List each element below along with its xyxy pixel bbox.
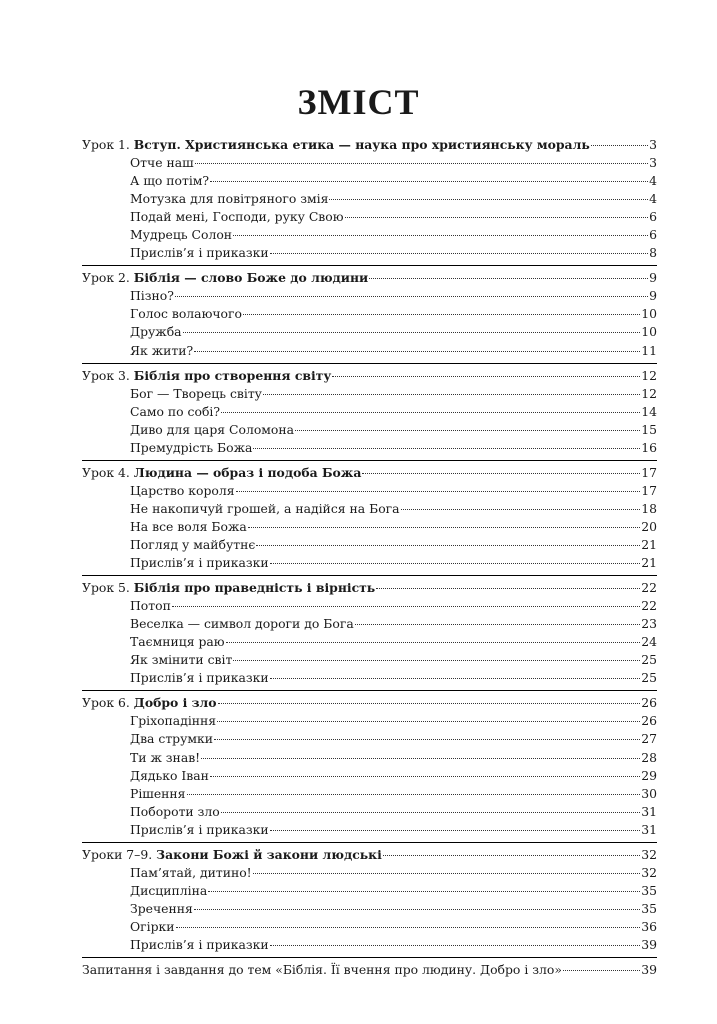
item-label: Зречення	[130, 900, 193, 916]
toc-item-row[interactable]	[82, 597, 657, 615]
page-number: 39	[641, 962, 657, 978]
page-number: 17	[641, 482, 657, 498]
dot-leader	[263, 394, 640, 395]
toc-item-row[interactable]	[82, 669, 657, 687]
section-title: Людина — образ і подоба Божа	[133, 464, 362, 480]
dot-leader	[270, 253, 648, 254]
section-label	[82, 694, 217, 712]
dot-leader	[355, 624, 641, 625]
section-label	[82, 579, 375, 597]
page-number: 16	[641, 439, 657, 455]
item-label: Пам’ятай, дитино!	[130, 864, 252, 880]
section-prefix: Урок 5.	[82, 580, 134, 596]
item-label: Побороти зло	[130, 803, 220, 819]
dot-leader	[270, 945, 641, 946]
page-number: 22	[641, 598, 657, 614]
item-label: Само по собі?	[130, 403, 221, 419]
dot-leader	[187, 794, 641, 795]
section-prefix: Урок 4.	[82, 464, 134, 480]
dot-leader	[376, 588, 640, 589]
section-divider	[82, 363, 657, 364]
section-divider	[82, 575, 657, 576]
dot-leader	[383, 855, 640, 856]
item-label: Дружба	[130, 324, 182, 340]
dot-leader	[194, 351, 640, 352]
toc-item-row[interactable]	[82, 323, 657, 341]
page-number: 21	[641, 555, 657, 571]
item-label: Таємниця раю	[130, 634, 225, 650]
dot-leader	[172, 606, 640, 607]
table-of-contents	[82, 136, 657, 979]
toc-item-row[interactable]	[82, 615, 657, 633]
dot-leader	[201, 758, 640, 759]
item-label: Два струмки	[130, 731, 214, 747]
dot-leader	[332, 376, 640, 377]
item-label: Премудрість Божа	[130, 439, 253, 455]
item-label: Голос волаючого	[130, 306, 242, 322]
toc-item-row[interactable]	[82, 785, 657, 803]
dot-leader	[176, 927, 641, 928]
dot-leader	[195, 163, 648, 164]
dot-leader	[214, 739, 640, 740]
dot-leader	[233, 235, 648, 236]
page-number: 12	[641, 367, 657, 383]
section-divider	[82, 265, 657, 266]
dot-leader	[401, 509, 641, 510]
page-number: 12	[641, 385, 657, 401]
dot-leader	[233, 660, 640, 661]
dot-leader	[362, 473, 640, 474]
toc-item-row[interactable]	[82, 518, 657, 536]
toc-section-row[interactable]	[82, 136, 657, 154]
toc-section-row[interactable]	[82, 579, 657, 597]
page-number: 17	[641, 464, 657, 480]
toc-item-row[interactable]	[82, 633, 657, 651]
page-number: 35	[641, 900, 657, 916]
page-number: 35	[641, 882, 657, 898]
item-label: Гріхопадіння	[130, 713, 217, 729]
section-label	[82, 269, 368, 287]
toc-section-row[interactable]	[82, 846, 657, 864]
page-title: ЗМІСТ	[297, 82, 420, 122]
section-title: Біблія — слово Боже до людини	[133, 270, 369, 286]
page-number: 10	[641, 324, 657, 340]
item-label: Диво для царя Соломона	[130, 421, 295, 437]
item-label: На все воля Божа	[130, 518, 247, 534]
section-divider	[82, 842, 657, 843]
section-title: Закони Божі й закони людські	[156, 846, 382, 862]
toc-section-row[interactable]	[82, 269, 657, 287]
page-number: 4	[649, 173, 657, 189]
toc-item-row[interactable]	[82, 651, 657, 669]
dot-leader	[256, 545, 640, 546]
page-number: 31	[641, 803, 657, 819]
section-prefix: Урок 6.	[82, 695, 134, 711]
section-label	[82, 136, 590, 154]
item-label: Огірки	[130, 918, 175, 934]
item-label: Прислів’я і приказки	[130, 821, 269, 837]
toc-item-row[interactable]	[82, 918, 657, 936]
item-label: Прислів’я і приказки	[130, 936, 269, 952]
page-number: 18	[641, 500, 657, 516]
item-label: А що потім?	[130, 173, 210, 189]
page-number: 30	[641, 785, 657, 801]
item-label: Прислів’я і приказки	[130, 245, 269, 261]
toc-item-row[interactable]	[82, 936, 657, 954]
dot-leader	[210, 181, 648, 182]
toc-item-row[interactable]	[82, 287, 657, 305]
page-number: 23	[641, 616, 657, 632]
page-number: 22	[641, 580, 657, 596]
toc-item-row[interactable]	[82, 730, 657, 748]
item-label: Дисципліна	[130, 882, 208, 898]
dot-leader	[194, 909, 640, 910]
toc-item-row[interactable]	[82, 439, 657, 457]
toc-item-row[interactable]	[82, 172, 657, 190]
toc-item-row[interactable]	[82, 554, 657, 572]
dot-leader	[345, 217, 649, 218]
section-label	[82, 367, 331, 385]
item-label: Не накопичуй грошей, а надійся на Бога	[130, 500, 400, 516]
dot-leader	[270, 563, 641, 564]
section-prefix: Урок 3.	[82, 367, 134, 383]
page-number: 8	[649, 245, 657, 261]
page-number: 6	[649, 209, 657, 225]
page-number: 39	[641, 936, 657, 952]
page-number: 9	[649, 270, 657, 286]
dot-leader	[217, 721, 640, 722]
section-title: Вступ. Християнська етика — наука про християнську мораль	[133, 137, 590, 152]
toc-final-row[interactable]	[82, 961, 657, 979]
section-title: Біблія про створення світу	[133, 367, 332, 383]
toc-item-row[interactable]	[82, 226, 657, 244]
section-label	[82, 464, 361, 482]
item-label: Погляд у майбутнє	[130, 536, 256, 552]
toc-item-row[interactable]	[82, 536, 657, 554]
toc-item-row[interactable]	[82, 712, 657, 730]
item-label: Пізно?	[130, 288, 174, 304]
dot-leader	[253, 448, 640, 449]
item-label: Потоп	[130, 598, 171, 614]
page-number: 25	[641, 670, 657, 686]
item-label: Ти ж знав!	[130, 749, 201, 765]
page-number: 11	[641, 342, 657, 358]
section-divider	[82, 690, 657, 691]
page-number: 3	[649, 137, 657, 152]
toc-item-row[interactable]	[82, 385, 657, 403]
dot-leader	[295, 430, 640, 431]
page-number: 20	[641, 518, 657, 534]
toc-item-row[interactable]	[82, 882, 657, 900]
page-number: 9	[649, 288, 657, 304]
page-number: 4	[649, 191, 657, 207]
page-number: 10	[641, 306, 657, 322]
toc-item-row[interactable]	[82, 500, 657, 518]
dot-leader	[329, 199, 648, 200]
toc-item-row[interactable]	[82, 342, 657, 360]
dot-leader	[270, 830, 641, 831]
toc-item-row[interactable]	[82, 821, 657, 839]
section-divider	[82, 460, 657, 461]
section-prefix: Урок 1.	[82, 137, 134, 152]
dot-leader	[183, 332, 641, 333]
toc-item-row[interactable]	[82, 403, 657, 421]
dot-leader	[591, 145, 648, 146]
toc-section-row[interactable]	[82, 694, 657, 712]
section-title: Біблія про праведність і вірність	[133, 580, 376, 596]
dot-leader	[221, 812, 641, 813]
dot-leader	[253, 873, 641, 874]
dot-leader	[236, 491, 641, 492]
item-label: Як жити?	[130, 342, 194, 358]
dot-leader	[175, 296, 648, 297]
section-prefix: Уроки 7–9.	[82, 846, 157, 862]
section-title: Добро і зло	[133, 695, 217, 711]
item-label: Прислів’я і приказки	[130, 670, 269, 686]
toc-item-row[interactable]	[82, 864, 657, 882]
section-label	[82, 846, 382, 864]
dot-leader	[218, 703, 641, 704]
page-number: 26	[641, 695, 657, 711]
item-label: Прислів’я і приказки	[130, 555, 269, 571]
toc-item-row[interactable]	[82, 208, 657, 226]
dot-leader	[563, 970, 640, 971]
item-label: Мотузка для повітряного змія	[130, 191, 329, 207]
page-number: 21	[641, 536, 657, 552]
toc-section-row[interactable]	[82, 464, 657, 482]
toc-item-row[interactable]	[82, 421, 657, 439]
page-number: 32	[641, 846, 657, 862]
item-label: Отче наш	[130, 155, 194, 171]
toc-item-row[interactable]	[82, 190, 657, 208]
item-label: Рішення	[130, 785, 186, 801]
dot-leader	[226, 642, 641, 643]
page-number: 25	[641, 652, 657, 668]
dot-leader	[210, 776, 640, 777]
item-label: Веселка — символ дороги до Бога	[130, 616, 354, 632]
toc-item-row[interactable]	[82, 305, 657, 323]
page-number: 28	[641, 749, 657, 765]
dot-leader	[270, 678, 641, 679]
toc-section-row[interactable]	[82, 367, 657, 385]
item-label: Мудрець Солон	[130, 227, 233, 243]
dot-leader	[248, 527, 640, 528]
item-label: Як змінити світ	[130, 652, 233, 668]
item-label: Бог — Творець світу	[130, 385, 262, 401]
dot-leader	[208, 891, 640, 892]
dot-leader	[369, 278, 648, 279]
page-number: 31	[641, 821, 657, 837]
item-label: Подай мені, Господи, руку Свою	[130, 209, 344, 225]
toc-item-row[interactable]	[82, 482, 657, 500]
page-number: 15	[641, 421, 657, 437]
toc-item-row[interactable]	[82, 767, 657, 785]
final-label: Запитання і завдання до тем «Біблія. Її вчення про людину. Добро і зло»	[82, 962, 562, 978]
toc-item-row[interactable]	[82, 803, 657, 821]
item-label: Царство короля	[130, 482, 235, 498]
section-divider	[82, 957, 657, 958]
dot-leader	[243, 314, 640, 315]
item-label: Дядько Іван	[130, 767, 209, 783]
page-number: 29	[641, 767, 657, 783]
page-number: 3	[649, 155, 657, 171]
page-number: 32	[641, 864, 657, 880]
page-number: 27	[641, 731, 657, 747]
page-number: 14	[641, 403, 657, 419]
page-number: 6	[649, 227, 657, 243]
toc-item-row[interactable]	[82, 749, 657, 767]
section-prefix: Урок 2.	[82, 270, 134, 286]
toc-item-row[interactable]	[82, 244, 657, 262]
page-number: 24	[641, 634, 657, 650]
toc-item-row[interactable]	[82, 900, 657, 918]
toc-item-row[interactable]	[82, 154, 657, 172]
dot-leader	[221, 412, 640, 413]
page-number: 26	[641, 713, 657, 729]
page-number: 36	[641, 918, 657, 934]
